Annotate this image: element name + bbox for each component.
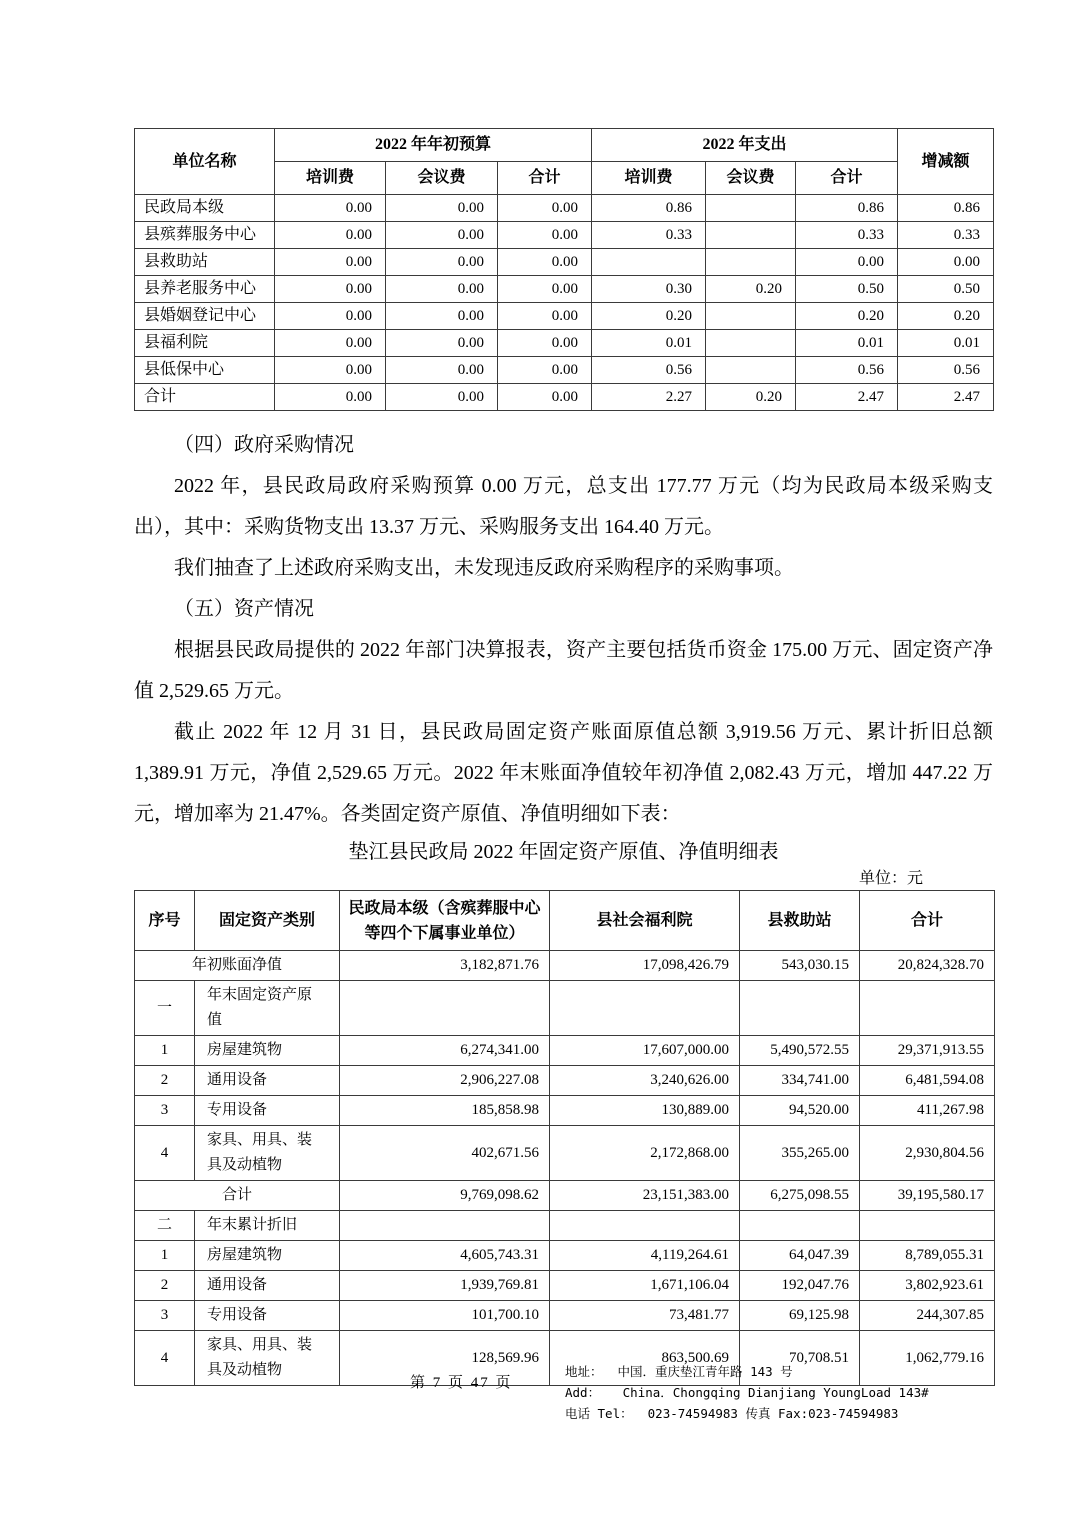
table-cell: 0.00	[386, 384, 498, 411]
unit-name-cell: 民政局本级	[135, 195, 275, 222]
unit-name-cell: 县养老服务中心	[135, 276, 275, 303]
table-row	[135, 951, 995, 981]
table-cell: 23,151,383.00	[550, 1181, 740, 1211]
table-cell: 0.00	[275, 303, 386, 330]
table-row	[135, 1126, 995, 1181]
col-header-bureau: 民政局本级（含殡葬服中心等四个下属事业单位）	[340, 891, 550, 951]
seq-cell: 2	[135, 1066, 195, 1096]
table-cell	[860, 981, 995, 1036]
table-cell: 3,802,923.61	[860, 1271, 995, 1301]
row-label-cell: 专用设备	[195, 1096, 340, 1126]
table-cell: 130,889.00	[550, 1096, 740, 1126]
table-cell: 185,858.98	[340, 1096, 550, 1126]
col-header-subtotal: 合计	[498, 162, 592, 195]
table-cell: 0.86	[898, 195, 994, 222]
table-cell: 0.56	[796, 357, 898, 384]
table-cell: 0.86	[592, 195, 706, 222]
unit-name-cell: 县救助站	[135, 249, 275, 276]
table-row	[135, 357, 994, 384]
table-cell: 1,062,779.16	[860, 1331, 995, 1386]
table-row	[135, 1036, 995, 1066]
table-cell	[740, 981, 860, 1036]
table-row	[135, 1241, 995, 1271]
table-cell: 2.47	[796, 384, 898, 411]
table-cell: 4,605,743.31	[340, 1241, 550, 1271]
table-cell: 0.00	[498, 195, 592, 222]
table-cell: 0.00	[498, 384, 592, 411]
table-cell: 0.00	[275, 222, 386, 249]
table-cell: 0.30	[592, 276, 706, 303]
table-row	[135, 1271, 995, 1301]
table-cell: 0.20	[592, 303, 706, 330]
table-cell	[706, 195, 796, 222]
col-header-subtotal: 合计	[796, 162, 898, 195]
body-text-block	[134, 425, 993, 835]
table-cell: 17,607,000.00	[550, 1036, 740, 1066]
table-cell: 0.00	[275, 330, 386, 357]
page-content	[134, 128, 993, 1386]
unit-name-cell: 县殡葬服务中心	[135, 222, 275, 249]
table-cell: 6,275,098.55	[740, 1181, 860, 1211]
row-label-cell: 家具、用具、装具及动植物	[195, 1331, 340, 1386]
table-cell: 543,030.15	[740, 951, 860, 981]
table-cell: 2.47	[898, 384, 994, 411]
header-row	[135, 891, 995, 951]
table-cell: 0.56	[898, 357, 994, 384]
table-cell: 0.00	[386, 303, 498, 330]
table-cell	[550, 981, 740, 1036]
col-header-unit-name: 单位名称	[135, 129, 275, 195]
seq-cell: 4	[135, 1331, 195, 1386]
footer-phone-fax: 电话 Tel： 023-74594983 传真 Fax:023-74594983	[565, 1406, 899, 1421]
table-row	[135, 303, 994, 330]
table-cell: 402,671.56	[340, 1126, 550, 1181]
col-header-meeting-fee: 会议费	[386, 162, 498, 195]
table-cell	[706, 357, 796, 384]
seq-cell: 3	[135, 1096, 195, 1126]
table-cell	[740, 1211, 860, 1241]
table-cell: 0.00	[498, 249, 592, 276]
table-row	[135, 249, 994, 276]
table-cell: 128,569.96	[340, 1331, 550, 1386]
col-group-2022-expense: 2022 年支出	[592, 129, 898, 162]
table-cell: 2,930,804.56	[860, 1126, 995, 1181]
paragraph-audit-note: 我们抽查了上述政府采购支出，未发现违反政府采购程序的采购事项。	[174, 557, 794, 579]
row-label-cell: 房屋建筑物	[195, 1036, 340, 1066]
table-cell: 0.33	[898, 222, 994, 249]
table-cell: 0.00	[498, 303, 592, 330]
asset-table-title: 垫江县民政局 2022 年固定资产原值、净值明细表	[348, 841, 779, 863]
unit-label: 单位：元	[858, 870, 923, 887]
table-cell: 0.00	[796, 249, 898, 276]
table-row	[135, 1301, 995, 1331]
header-row-groups	[135, 129, 994, 162]
row-label-cell: 房屋建筑物	[195, 1241, 340, 1271]
col-header-asset-category: 固定资产类别	[195, 891, 340, 951]
table-row-section	[135, 1211, 995, 1241]
seq-cell: 2	[135, 1271, 195, 1301]
seq-cell: 1	[135, 1241, 195, 1271]
footer-address-en: Add： China．Chongqing Dianjiang YoungLoad 143#	[565, 1385, 929, 1400]
col-header-total: 合计	[860, 891, 995, 951]
row-label-cell: 年初账面净值	[135, 951, 340, 981]
table-cell	[706, 222, 796, 249]
table-cell: 0.00	[275, 384, 386, 411]
col-header-meeting-fee: 会议费	[706, 162, 796, 195]
table-cell: 334,741.00	[740, 1066, 860, 1096]
row-label-cell: 专用设备	[195, 1301, 340, 1331]
budget-expense-table	[134, 128, 994, 411]
table-cell: 17,098,426.79	[550, 951, 740, 981]
table-cell: 355,265.00	[740, 1126, 860, 1181]
page-number: 第 7 页 47 页	[410, 1375, 513, 1391]
table-row	[135, 195, 994, 222]
table-row	[135, 1096, 995, 1126]
footer-address-cn: 地址： 中国．重庆垫江青年路 143 号	[565, 1364, 793, 1379]
table-cell: 0.56	[592, 357, 706, 384]
table-cell: 0.01	[796, 330, 898, 357]
table-cell: 0.00	[275, 357, 386, 384]
table-cell: 0.20	[796, 303, 898, 330]
table-row	[135, 330, 994, 357]
footer-address	[565, 1361, 929, 1424]
table-cell: 0.00	[498, 357, 592, 384]
table-cell: 0.00	[386, 276, 498, 303]
table-cell: 0.00	[386, 195, 498, 222]
table-cell	[592, 249, 706, 276]
table-cell: 0.00	[898, 249, 994, 276]
table-cell: 863,500.69	[550, 1331, 740, 1386]
table-cell: 4,119,264.61	[550, 1241, 740, 1271]
table-cell: 0.01	[592, 330, 706, 357]
table-cell	[340, 981, 550, 1036]
table-cell: 0.20	[706, 276, 796, 303]
table-cell: 0.00	[386, 330, 498, 357]
unit-name-cell: 县低保中心	[135, 357, 275, 384]
table-cell: 0.00	[498, 222, 592, 249]
seq-cell: 4	[135, 1126, 195, 1181]
table-cell: 0.50	[796, 276, 898, 303]
col-header-seq: 序号	[135, 891, 195, 951]
table-cell: 20,824,328.70	[860, 951, 995, 981]
col-header-training-fee: 培训费	[592, 162, 706, 195]
table-cell: 69,125.98	[740, 1301, 860, 1331]
table-cell: 0.33	[796, 222, 898, 249]
paragraph-fixed-assets: 截止 2022 年 12 月 31 日，县民政局固定资产账面原值总额 3,919.56 万元、累计折旧总额 1,389.91 万元，净值 2,529.65 万元。2022 年末账面净值较年初净值 2,082.43 万元，增加 447.22 万元，增加率为 21.47%。各类固定资产原值、净值明细如下表：	[134, 721, 993, 825]
table-row	[135, 276, 994, 303]
table-cell: 192,047.76	[740, 1271, 860, 1301]
table-cell: 0.00	[498, 276, 592, 303]
row-label-cell: 家具、用具、装具及动植物	[195, 1126, 340, 1181]
table-cell: 411,267.98	[860, 1096, 995, 1126]
seq-cell: 1	[135, 1036, 195, 1066]
table-cell: 2.27	[592, 384, 706, 411]
row-label-cell: 通用设备	[195, 1271, 340, 1301]
table-cell: 101,700.10	[340, 1301, 550, 1331]
row-label-cell: 年末累计折旧	[195, 1211, 340, 1241]
section-heading-5: （五）资产情况	[174, 598, 314, 620]
table-cell: 0.00	[386, 249, 498, 276]
table-cell: 0.00	[275, 195, 386, 222]
table-cell: 0.00	[386, 357, 498, 384]
table-cell: 3,182,871.76	[340, 951, 550, 981]
table-cell: 0.00	[386, 222, 498, 249]
unit-name-cell: 合计	[135, 384, 275, 411]
row-label-cell: 年末固定资产原值	[195, 981, 340, 1036]
table-cell: 0.20	[706, 384, 796, 411]
seq-cell: 二	[135, 1211, 195, 1241]
table-cell: 8,789,055.31	[860, 1241, 995, 1271]
paragraph-assets: 根据县民政局提供的 2022 年部门决算报表，资产主要包括货币资金 175.00 万元、固定资产净值 2,529.65 万元。	[134, 639, 993, 702]
table-row	[135, 1066, 995, 1096]
table-row	[135, 222, 994, 249]
table-cell: 1,671,106.04	[550, 1271, 740, 1301]
table-cell	[706, 303, 796, 330]
table-cell: 94,520.00	[740, 1096, 860, 1126]
table-cell: 2,172,868.00	[550, 1126, 740, 1181]
table-cell: 2,906,227.08	[340, 1066, 550, 1096]
table-cell: 29,371,913.55	[860, 1036, 995, 1066]
table-cell: 5,490,572.55	[740, 1036, 860, 1066]
col-group-2022-budget: 2022 年年初预算	[275, 129, 592, 162]
table-row-subtotal	[135, 1181, 995, 1211]
table-row-section	[135, 981, 995, 1036]
table-cell: 39,195,580.17	[860, 1181, 995, 1211]
table-cell: 0.00	[498, 330, 592, 357]
table-cell: 64,047.39	[740, 1241, 860, 1271]
table-cell: 0.86	[796, 195, 898, 222]
table-row-total	[135, 384, 994, 411]
col-header-delta: 增减额	[898, 129, 994, 195]
table-cell: 6,481,594.08	[860, 1066, 995, 1096]
seq-cell: 一	[135, 981, 195, 1036]
fixed-asset-table	[134, 890, 995, 1386]
table-cell	[550, 1211, 740, 1241]
table-cell: 70,708.51	[740, 1331, 860, 1386]
col-header-welfare-institute: 县社会福利院	[550, 891, 740, 951]
seq-cell: 3	[135, 1301, 195, 1331]
table-cell: 3,240,626.00	[550, 1066, 740, 1096]
section-heading-4: （四）政府采购情况	[174, 434, 354, 456]
table-cell: 0.50	[898, 276, 994, 303]
table-cell: 73,481.77	[550, 1301, 740, 1331]
table-cell: 0.20	[898, 303, 994, 330]
table-cell	[860, 1211, 995, 1241]
table-cell: 0.00	[275, 249, 386, 276]
table-cell: 0.33	[592, 222, 706, 249]
table-cell: 9,769,098.62	[340, 1181, 550, 1211]
table-cell: 0.00	[275, 276, 386, 303]
table-cell: 0.01	[898, 330, 994, 357]
table-cell: 244,307.85	[860, 1301, 995, 1331]
row-label-cell: 通用设备	[195, 1066, 340, 1096]
table-cell	[706, 249, 796, 276]
unit-name-cell: 县福利院	[135, 330, 275, 357]
unit-name-cell: 县婚姻登记中心	[135, 303, 275, 330]
table-cell	[340, 1211, 550, 1241]
paragraph-procurement: 2022 年，县民政局政府采购预算 0.00 万元，总支出 177.77 万元（均为民政局本级采购支出），其中：采购货物支出 13.37 万元、采购服务支出 164.40 万元。	[134, 475, 993, 538]
table-cell: 6,274,341.00	[340, 1036, 550, 1066]
table-cell: 1,939,769.81	[340, 1271, 550, 1301]
col-header-rescue-station: 县救助站	[740, 891, 860, 951]
col-header-training-fee: 培训费	[275, 162, 386, 195]
table-cell	[706, 330, 796, 357]
row-label-cell: 合计	[135, 1181, 340, 1211]
